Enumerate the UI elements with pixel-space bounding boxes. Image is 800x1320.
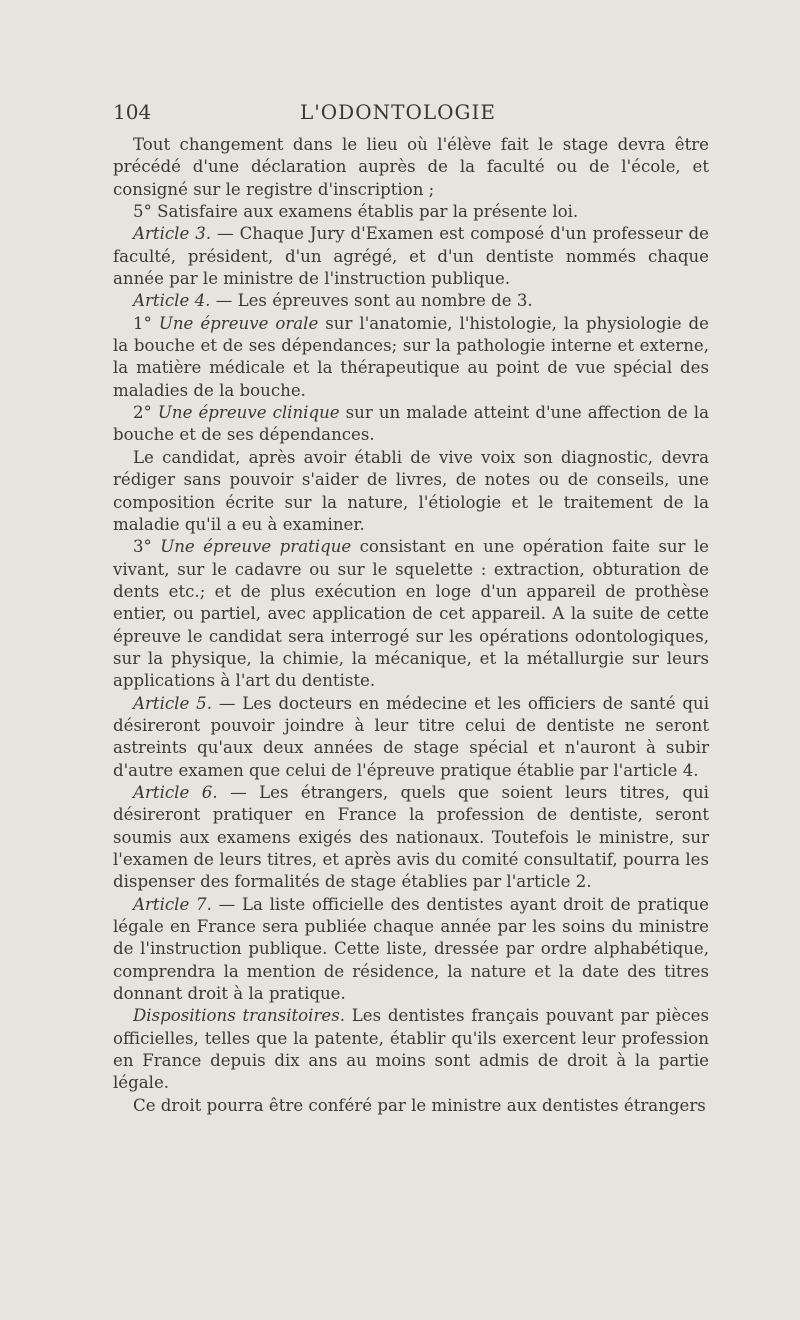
article-heading: Article 7. [133,894,212,914]
article-heading: Article 6. [133,782,218,802]
paragraph: 3° Une épreuve pratique consistant en une opération faite sur le vivant, sur le cadavre ou sur le squelette : extraction, obturation de dents etc.; et de plus exécution en loge d'un appareil de prothèse entier, ou partiel, avec application de cet appareil. A la suite de cette épreuve le candidat sera interrogé sur les opérations odontologiques, sur la physique, la chimie, la mécanique, et la métallurgie sur leurs applications à l'art du dentiste. [113,537,709,691]
paragraph: Article 3. — Chaque Jury d'Examen est composé d'un professeur de faculté, président, d'un agrégé, et d'un dentiste nommés chaque année par le ministre de l'instruction publique. [113,224,709,289]
page-header [0,100,800,130]
exam-heading: Une épreuve orale [158,313,319,333]
body-text [113,134,709,1117]
article-heading: Article 5. [133,693,212,713]
paragraph: Dispositions transitoires. Les dentistes français pouvant par pièces officielles, telles que la patente, établir qu'ils exercent leur profession en France depuis dix ans au moins sont admis de droit à la partie légale. [113,1006,709,1093]
paragraph: Tout changement dans le lieu où l'élève fait le stage devra être précédé d'une déclaration auprès de la faculté ou de l'école, et consigné sur le registre d'inscription ; [113,135,709,199]
paragraph: Article 4. — Les épreuves sont au nombre de 3. [133,291,533,311]
article-heading: Article 3. [133,224,212,244]
paragraph: 2° Une épreuve clinique sur un malade atteint d'une affection de la bouche et de ses dépendances. [113,403,709,445]
paragraph: Article 6. — Les étrangers, quels que soient leurs titres, qui désireront pratiquer en France la profession de dentiste, seront soumis aux examens exigés des nationaux. Toutefois le ministre, sur l'examen de leurs titres, et après avis du comité consultatif, pourra les dispenser des formalités de stage établies par l'article 2. [113,782,709,892]
paragraph: Le candidat, après avoir établi de vive voix son diagnostic, devra rédiger sans pouvoir s'aider de livres, de notes ou de conseils, une composition écrite sur la nature, l'étiologie et le traitement de la maladie qu'il a eu à examiner. [113,447,709,534]
running-title: L'ODONTOLOGIE [300,100,496,124]
page-number: 104 [113,100,152,124]
paragraph: Article 7. — La liste officielle des dentistes ayant droit de pratique légale en France sera publiée chaque année par les soins du ministre de l'instruction publique. Cette liste, dressée par ordre alphabétique, comprendra la mention de résidence, la nature et la date des titres donnant droit à la pratique. [113,894,709,1004]
article-heading: Article 4. [133,291,211,311]
paragraph: Ce droit pourra être conféré par le ministre aux dentistes étrangers [133,1095,706,1115]
exam-heading: Une épreuve clinique [157,403,340,423]
paragraph: 1° Une épreuve orale sur l'anatomie, l'histologie, la physiologie de la bouche et de ses dépendances; sur la pathologie interne et externe, la matière médicale et la thérapeutique au point de vue spécial des maladies de la bouche. [113,313,709,400]
paragraph: 5° Satisfaire aux examens établis par la présente loi. [133,202,579,222]
paragraph: Article 5. — Les docteurs en médecine et les officiers de santé qui désireront pouvoir joindre à leur titre celui de dentiste ne seront astreints qu'aux deux années de stage spécial et n'auront à subir d'autre examen que celui de l'épreuve pratique établie par l'article 4. [113,693,709,780]
exam-heading: Une épreuve pratique [160,537,352,557]
section-heading: Dispositions transitoires. [133,1006,346,1026]
